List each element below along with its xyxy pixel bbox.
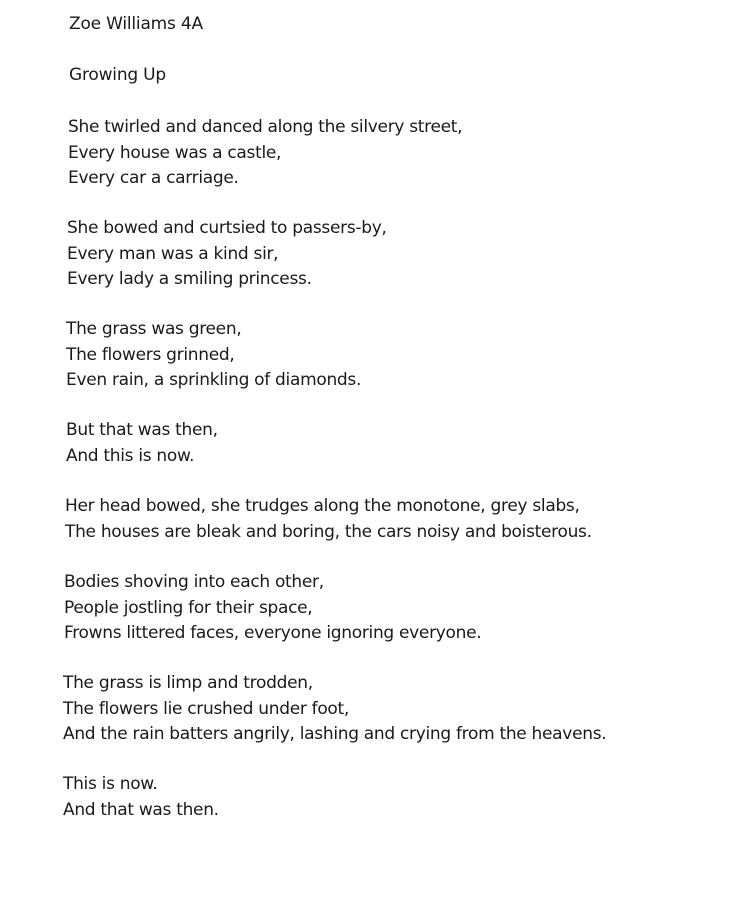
- poem-line: Every car a carriage.: [68, 168, 239, 188]
- poem-line: And that was then.: [63, 799, 219, 820]
- poem-line: Her head bowed, she trudges along the monotone, grey slabs,: [65, 496, 580, 516]
- poem-line: She bowed and curtsied to passers-by,: [67, 218, 387, 238]
- poem-line: But that was then,: [66, 420, 218, 440]
- poem-line: She twirled and danced along the silvery street,: [68, 117, 463, 137]
- poem-line: People jostling for their space,: [64, 597, 313, 618]
- poem-line: The houses are bleak and boring, the cars noisy and boisterous.: [65, 521, 592, 542]
- poem-line: Frowns littered faces, everyone ignoring everyone.: [64, 623, 482, 643]
- poem-line: The grass is limp and trodden,: [63, 673, 313, 693]
- poem-line: The flowers grinned,: [66, 344, 235, 365]
- poem-line: The grass was green,: [66, 319, 242, 339]
- poem-line: Even rain, a sprinkling of diamonds.: [66, 370, 362, 390]
- poem-title: Growing Up: [69, 65, 167, 85]
- poem-line: Bodies shoving into each other,: [64, 572, 324, 592]
- poem-line: This is now.: [63, 774, 158, 794]
- poem-line: And this is now.: [66, 445, 195, 466]
- poem-line: Every lady a smiling princess.: [67, 269, 312, 289]
- poem-line: The flowers lie crushed under foot,: [63, 698, 349, 719]
- poem-line: Every house was a castle,: [68, 142, 282, 163]
- author-line: Zoe Williams 4A: [69, 14, 203, 34]
- poem-line: Every man was a kind sir,: [67, 243, 279, 264]
- poem-line: And the rain batters angrily, lashing and crying from the heavens.: [63, 724, 607, 744]
